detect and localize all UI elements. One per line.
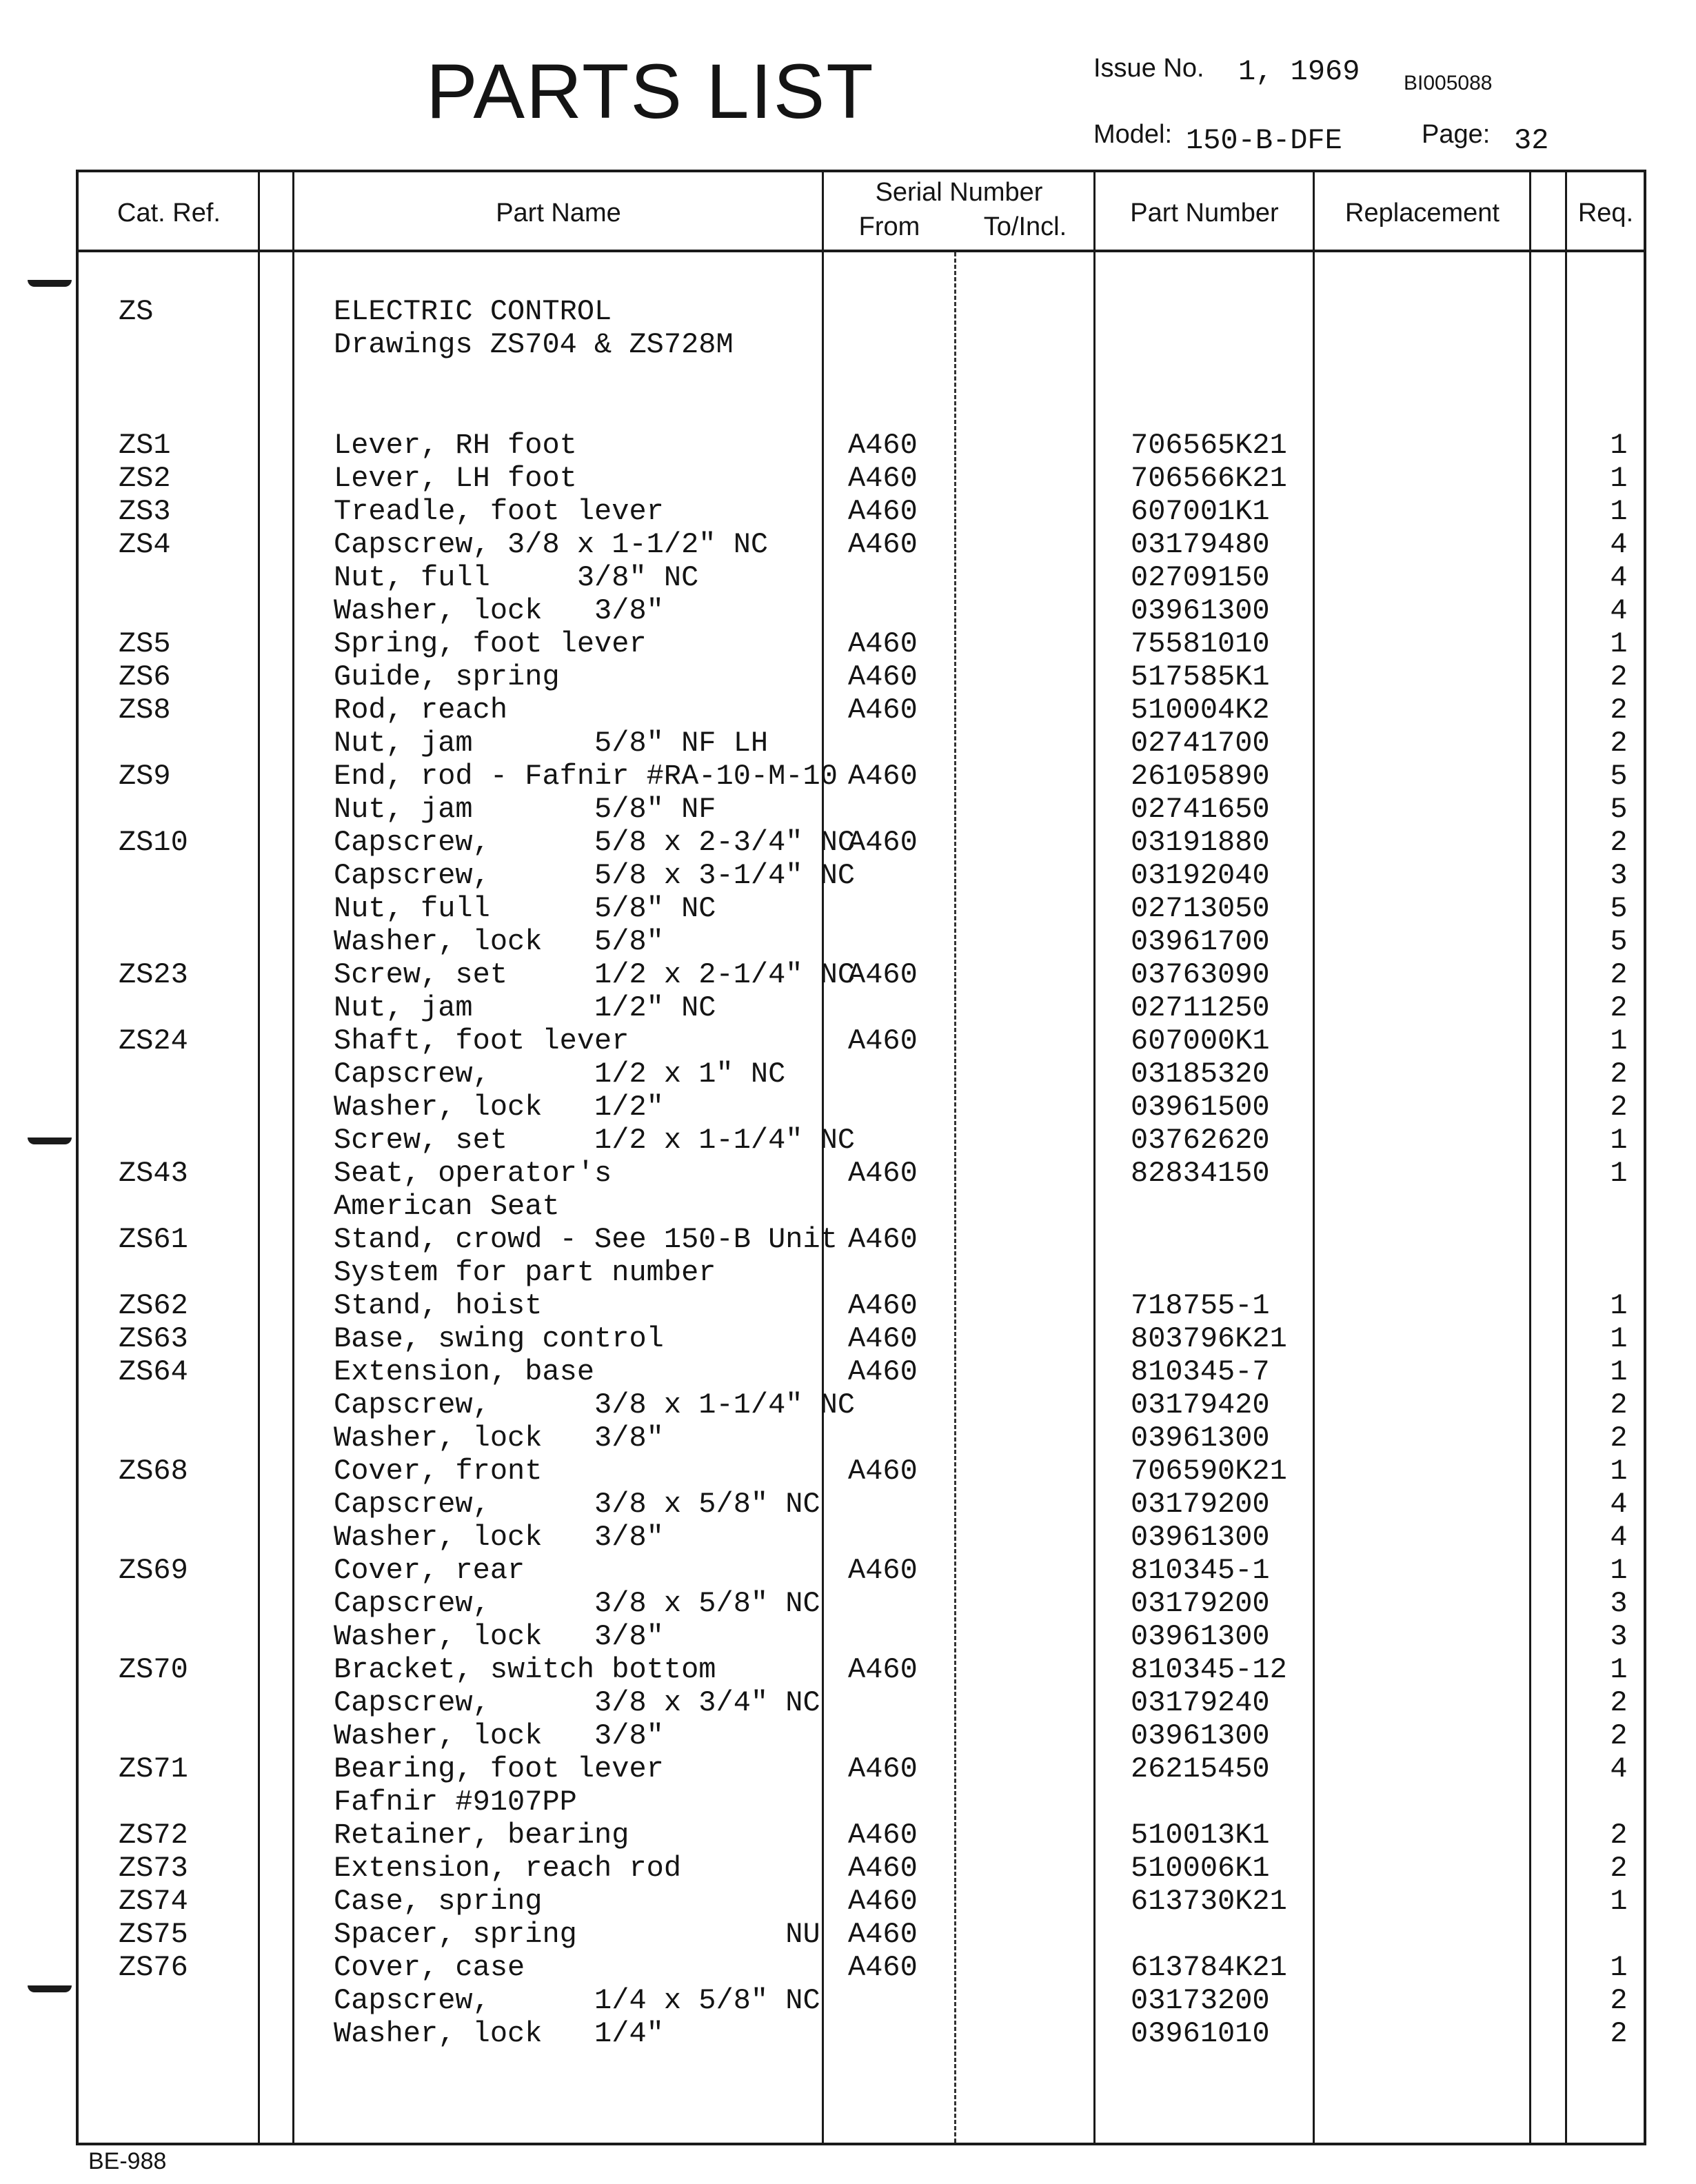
part-name-cell: Nut, full 3/8" NC [334,561,699,594]
part-name-cell: Washer, lock 3/8" [334,1521,664,1554]
cat-ref-cell: ZS [119,295,154,328]
part-number-cell: 510013K1 [1131,1819,1270,1852]
req-qty-cell: 2 [1610,1091,1628,1124]
model-value: 150-B-DFE [1186,124,1342,157]
serial-from-cell: A460 [848,1157,918,1190]
serial-from-cell: A460 [848,1852,918,1885]
part-number-cell: 03961010 [1131,2017,1270,2050]
cat-ref-cell: ZS9 [119,760,171,793]
col-header-part-number: Part Number [1130,199,1279,228]
part-name-cell: Bearing, foot lever [334,1752,664,1786]
req-qty-cell: 5 [1610,925,1628,958]
binder-mark [28,1985,72,1992]
serial-from-cell: A460 [848,1355,918,1388]
req-qty-cell: 4 [1610,594,1628,627]
part-number-cell: 613730K21 [1131,1885,1287,1918]
cat-ref-cell: ZS74 [119,1885,188,1918]
part-number-cell: 03961700 [1131,925,1270,958]
part-number-cell: 02711250 [1131,991,1270,1024]
part-number-cell: 03961300 [1131,1422,1270,1455]
form-code: BE-988 [88,2148,167,2174]
part-number-cell: 03961300 [1131,1719,1270,1752]
cat-ref-cell: ZS75 [119,1918,188,1951]
part-number-cell: 03961500 [1131,1091,1270,1124]
col-header-part-name: Part Name [496,199,621,228]
req-qty-cell: 2 [1610,2017,1628,2050]
req-qty-cell: 1 [1610,1653,1628,1686]
part-name-cell: Capscrew, 3/8 x 5/8" NC [334,1587,820,1620]
part-number-cell: 02741650 [1131,793,1270,826]
req-qty-cell: 2 [1610,1819,1628,1852]
serial-from-cell: A460 [848,1918,918,1951]
model-label: Model: [1093,120,1173,149]
part-name-cell: Capscrew, 5/8 x 2-3/4" NC [334,826,856,859]
part-name-cell: Cover, case [334,1951,525,1984]
serial-from-cell: A460 [848,1819,918,1852]
req-qty-cell: 1 [1610,627,1628,660]
col-header-req: Req. [1577,199,1634,228]
req-qty-cell: 1 [1610,1885,1628,1918]
req-qty-cell: 1 [1610,429,1628,462]
part-name-cell: Case, spring [334,1885,543,1918]
part-number-cell: 718755-1 [1131,1289,1270,1322]
part-name-cell: Nut, jam 5/8" NF LH [334,727,769,760]
part-name-cell: Lever, RH foot [334,429,577,462]
serial-from-cell: A460 [848,1554,918,1587]
part-name-cell: Lever, LH foot [334,462,577,495]
part-number-cell: 803796K21 [1131,1322,1287,1355]
serial-from-cell: A460 [848,1455,918,1488]
serial-from-cell: A460 [848,1653,918,1686]
part-name-cell: Cover, front [334,1455,543,1488]
part-name-cell: Shaft, foot lever [334,1024,629,1058]
req-qty-cell: 2 [1610,1058,1628,1091]
part-name-cell: Nut, jam 1/2" NC [334,991,716,1024]
serial-from-cell: A460 [848,429,918,462]
binder-mark [28,1138,72,1144]
col-header-cat-ref: Cat. Ref. [117,199,221,228]
req-qty-cell: 1 [1610,1951,1628,1984]
part-name-cell: Stand, crowd - See 150-B Unit [334,1223,838,1256]
serial-from-cell: A460 [848,1024,918,1058]
serial-from-cell: A460 [848,462,918,495]
req-qty-cell: 4 [1610,1488,1628,1521]
req-qty-cell: 2 [1610,694,1628,727]
req-qty-cell: 4 [1610,528,1628,561]
part-name-cell: Base, swing control [334,1322,664,1355]
page-label: Page: [1422,120,1491,149]
cat-ref-cell: ZS24 [119,1024,188,1058]
serial-from-cell: A460 [848,1752,918,1786]
req-qty-cell: 2 [1610,727,1628,760]
req-qty-cell: 1 [1610,1455,1628,1488]
req-qty-cell: 1 [1610,1024,1628,1058]
cat-ref-cell: ZS72 [119,1819,188,1852]
req-qty-cell: 2 [1610,660,1628,694]
part-name-cell: Treadle, foot lever [334,495,664,528]
req-qty-cell: 1 [1610,1355,1628,1388]
req-qty-cell: 2 [1610,958,1628,991]
part-name-cell: Extension, reach rod [334,1852,682,1885]
serial-from-cell: A460 [848,1951,918,1984]
serial-from-cell: A460 [848,826,918,859]
column-divider [1529,170,1531,2145]
part-name-cell: Stand, hoist [334,1289,543,1322]
part-number-cell: 810345-1 [1131,1554,1270,1587]
part-number-cell: 75581010 [1131,627,1270,660]
req-qty-cell: 2 [1610,1686,1628,1719]
part-number-cell: 03961300 [1131,594,1270,627]
part-name-cell: Seat, operator's [334,1157,612,1190]
cat-ref-cell: ZS68 [119,1455,188,1488]
document-id: BI005088 [1404,72,1493,94]
cat-ref-cell: ZS73 [119,1852,188,1885]
cat-ref-cell: ZS4 [119,528,171,561]
part-name-cell: Capscrew, 3/8 x 5/8" NC [334,1488,820,1521]
part-name-cell: American Seat [334,1190,560,1223]
part-name-cell: Nut, jam 5/8" NF [334,793,716,826]
part-number-cell: 607001K1 [1131,495,1270,528]
req-qty-cell: 2 [1610,1852,1628,1885]
serial-from-cell: A460 [848,660,918,694]
part-number-cell: 82834150 [1131,1157,1270,1190]
req-qty-cell: 1 [1610,1157,1628,1190]
part-number-cell: 810345-12 [1131,1653,1287,1686]
serial-from-cell: A460 [848,1289,918,1322]
part-name-cell: Nut, full 5/8" NC [334,892,716,925]
req-qty-cell: 1 [1610,495,1628,528]
col-header-from: From [858,212,920,241]
part-number-cell: 03762620 [1131,1124,1270,1157]
part-name-cell: Washer, lock 1/4" [334,2017,664,2050]
part-name-cell: Washer, lock 5/8" [334,925,664,958]
column-divider [292,170,294,2145]
part-name-cell: Capscrew, 3/8 x 3/4" NC [334,1686,820,1719]
part-name-cell: Capscrew, 3/8 x 1-1/2" NC [334,528,769,561]
cat-ref-cell: ZS10 [119,826,188,859]
req-qty-cell: 5 [1610,760,1628,793]
issue-label: Issue No. [1093,54,1204,83]
serial-divider [954,252,956,2143]
part-number-cell: 613784K21 [1131,1951,1287,1984]
part-name-cell: Washer, lock 3/8" [334,594,664,627]
req-qty-cell: 2 [1610,1984,1628,2017]
part-name-cell: Retainer, bearing [334,1819,629,1852]
req-qty-cell: 2 [1610,1422,1628,1455]
req-qty-cell: 5 [1610,793,1628,826]
cat-ref-cell: ZS5 [119,627,171,660]
page-number: 32 [1514,124,1549,157]
part-name-cell: Washer, lock 1/2" [334,1091,664,1124]
part-number-cell: 02709150 [1131,561,1270,594]
part-number-cell: 517585K1 [1131,660,1270,694]
req-qty-cell: 1 [1610,1322,1628,1355]
cat-ref-cell: ZS3 [119,495,171,528]
col-header-replacement: Replacement [1345,199,1500,228]
part-name-cell: Guide, spring [334,660,560,694]
part-number-cell: 03179420 [1131,1388,1270,1422]
cat-ref-cell: ZS23 [119,958,188,991]
req-qty-cell: 5 [1610,892,1628,925]
req-qty-cell: 2 [1610,826,1628,859]
part-name-cell: Spring, foot lever [334,627,647,660]
part-number-cell: 02713050 [1131,892,1270,925]
part-number-cell: 26105890 [1131,760,1270,793]
part-name-cell: Washer, lock 3/8" [334,1422,664,1455]
req-qty-cell: 3 [1610,1587,1628,1620]
serial-from-cell: A460 [848,495,918,528]
serial-from-cell: A460 [848,694,918,727]
req-qty-cell: 1 [1610,1554,1628,1587]
column-divider [1565,170,1567,2145]
req-qty-cell: 1 [1610,462,1628,495]
part-number-cell: 706566K21 [1131,462,1287,495]
cat-ref-cell: ZS71 [119,1752,188,1786]
req-qty-cell: 4 [1610,1521,1628,1554]
part-number-cell: 03179200 [1131,1587,1270,1620]
serial-from-cell: A460 [848,1322,918,1355]
part-number-cell: 26215450 [1131,1752,1270,1786]
cat-ref-cell: ZS43 [119,1157,188,1190]
part-name-cell: Washer, lock 3/8" [334,1719,664,1752]
part-name-cell: Spacer, spring NU [334,1918,820,1951]
column-divider [1093,170,1096,2145]
binder-mark [28,280,72,287]
part-name-cell: End, rod - Fafnir #RA-10-M-10 [334,760,838,793]
part-name-cell: Fafnir #9107PP [334,1786,577,1819]
part-name-cell: Screw, set 1/2 x 1-1/4" NC [334,1124,856,1157]
part-name-cell: Washer, lock 3/8" [334,1620,664,1653]
cat-ref-cell: ZS62 [119,1289,188,1322]
req-qty-cell: 1 [1610,1289,1628,1322]
serial-from-cell: A460 [848,958,918,991]
cat-ref-cell: ZS64 [119,1355,188,1388]
req-qty-cell: 3 [1610,1620,1628,1653]
serial-from-cell: A460 [848,528,918,561]
req-qty-cell: 2 [1610,991,1628,1024]
cat-ref-cell: ZS69 [119,1554,188,1587]
part-name-cell: Cover, rear [334,1554,525,1587]
cat-ref-cell: ZS76 [119,1951,188,1984]
part-number-cell: 03191880 [1131,826,1270,859]
cat-ref-cell: ZS2 [119,462,171,495]
req-qty-cell: 4 [1610,1752,1628,1786]
column-divider [822,170,824,2145]
page-title: PARTS LIST [426,48,875,134]
serial-from-cell: A460 [848,1223,918,1256]
cat-ref-cell: ZS6 [119,660,171,694]
cat-ref-cell: ZS1 [119,429,171,462]
issue-value: 1, 1969 [1238,55,1360,88]
serial-from-cell: A460 [848,760,918,793]
cat-ref-cell: ZS70 [119,1653,188,1686]
serial-from-cell: A460 [848,627,918,660]
part-number-cell: 706590K21 [1131,1455,1287,1488]
part-number-cell: 03961300 [1131,1620,1270,1653]
part-number-cell: 02741700 [1131,727,1270,760]
part-name-cell: Capscrew, 1/2 x 1" NC [334,1058,786,1091]
part-number-cell: 706565K21 [1131,429,1287,462]
column-divider [258,170,260,2145]
part-name-cell: Screw, set 1/2 x 2-1/4" NC [334,958,856,991]
part-number-cell: 03179200 [1131,1488,1270,1521]
part-name-cell: Drawings ZS704 & ZS728M [334,328,734,361]
col-header-serial-number: Serial Number [875,178,1043,207]
part-name-cell: Bracket, switch bottom [334,1653,716,1686]
part-name-cell: Capscrew, 1/4 x 5/8" NC [334,1984,820,2017]
req-qty-cell: 1 [1610,1124,1628,1157]
col-header-to-incl: To/Incl. [983,212,1067,241]
part-number-cell: 03961300 [1131,1521,1270,1554]
serial-from-cell: A460 [848,1885,918,1918]
part-number-cell: 03763090 [1131,958,1270,991]
cat-ref-cell: ZS63 [119,1322,188,1355]
part-name-cell: Capscrew, 5/8 x 3-1/4" NC [334,859,856,892]
part-number-cell: 607000K1 [1131,1024,1270,1058]
part-name-cell: ELECTRIC CONTROL [334,295,612,328]
part-number-cell: 510004K2 [1131,694,1270,727]
req-qty-cell: 3 [1610,859,1628,892]
part-number-cell: 03179240 [1131,1686,1270,1719]
header-rule [76,250,1646,252]
part-number-cell: 510006K1 [1131,1852,1270,1885]
cat-ref-cell: ZS61 [119,1223,188,1256]
part-name-cell: Rod, reach [334,694,508,727]
part-name-cell: Extension, base [334,1355,595,1388]
req-qty-cell: 2 [1610,1719,1628,1752]
part-name-cell: System for part number [334,1256,716,1289]
part-name-cell: Capscrew, 3/8 x 1-1/4" NC [334,1388,856,1422]
req-qty-cell: 2 [1610,1388,1628,1422]
column-divider [1313,170,1315,2145]
cat-ref-cell: ZS8 [119,694,171,727]
part-number-cell: 03185320 [1131,1058,1270,1091]
req-qty-cell: 4 [1610,561,1628,594]
part-number-cell: 03173200 [1131,1984,1270,2017]
part-number-cell: 03192040 [1131,859,1270,892]
part-number-cell: 03179480 [1131,528,1270,561]
part-number-cell: 810345-7 [1131,1355,1270,1388]
